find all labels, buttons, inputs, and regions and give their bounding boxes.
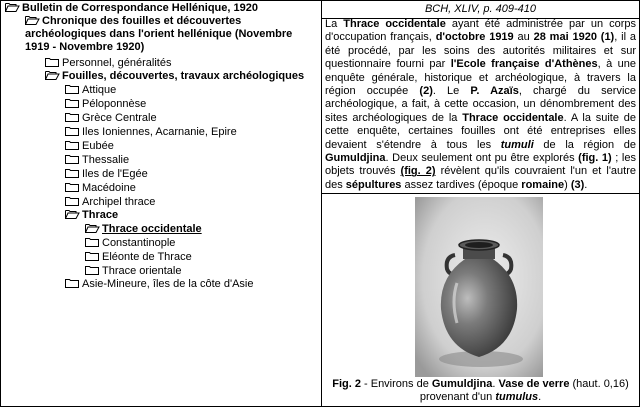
folder-icon xyxy=(65,154,80,164)
text-run: . xyxy=(492,378,499,390)
text-run: - Environs de xyxy=(360,378,432,390)
text-run: d'octobre 1919 xyxy=(435,31,514,44)
open-folder-icon xyxy=(5,2,20,12)
tree-item-region[interactable] xyxy=(65,84,116,97)
folder-icon xyxy=(45,57,60,67)
text-run: , il a été procédé, par les soins des autorités militaires et sur questionnaire fourni par xyxy=(325,31,636,71)
text-run: l'Ecole française d'Athènes xyxy=(450,58,598,71)
text-run: (2) xyxy=(419,85,433,98)
tree-item-region[interactable] xyxy=(65,168,148,181)
text-run: , à une enquête générale, historique et archéologique, à travers la région occupée xyxy=(325,58,636,98)
text-run: (fig. 1) xyxy=(578,152,612,165)
text-run: La xyxy=(325,18,344,30)
document-paragraph xyxy=(325,18,636,192)
folder-icon xyxy=(65,112,80,122)
tree-item-eleonte[interactable] xyxy=(85,251,192,264)
folder-icon xyxy=(65,278,80,288)
tree-item-label: Constantinople xyxy=(102,237,176,249)
open-folder-icon xyxy=(65,209,80,219)
tree-item-label: Thessalie xyxy=(82,154,130,166)
tree-root[interactable] xyxy=(5,2,258,15)
tree-item-region[interactable] xyxy=(65,112,157,125)
folder-icon xyxy=(65,140,80,150)
folder-icon xyxy=(85,265,100,275)
text-run: (1) xyxy=(600,31,615,44)
folder-icon xyxy=(65,196,80,206)
tree-panel xyxy=(1,1,322,406)
tree-item-label: Thrace xyxy=(82,209,119,221)
folder-icon xyxy=(85,237,100,247)
tree-item-label: archéologiques dans l'orient hellénique (Novembre xyxy=(25,28,293,40)
text-run: Thrace occidentale xyxy=(462,111,564,124)
divider xyxy=(322,193,639,194)
tree-item-chronique[interactable] xyxy=(25,15,241,28)
text-run: . Le xyxy=(432,85,471,98)
tree-item-asie[interactable] xyxy=(65,278,253,291)
tree-item-region[interactable] xyxy=(65,126,237,139)
open-folder-icon xyxy=(85,223,100,233)
tree-item-constantinople[interactable] xyxy=(85,237,175,250)
text-run: 28 mai 1920 xyxy=(533,31,597,44)
tree-item-label: Macédoine xyxy=(82,182,136,194)
tree-item-label: Eléonte de Thrace xyxy=(102,251,192,263)
text-run: P. Azaïs xyxy=(470,85,519,98)
tree-item-label: Archipel thrace xyxy=(82,196,156,208)
text-run: (haut. 0,16) provenant d'un xyxy=(419,378,629,403)
open-folder-icon xyxy=(25,15,40,25)
text-run: au xyxy=(513,31,534,44)
text-run: ; les objets trouvés xyxy=(325,152,636,178)
text-run: assez tardives (époque xyxy=(401,178,522,191)
folder-icon xyxy=(65,98,80,108)
tree-item-label: Attique xyxy=(82,84,117,96)
tree-item-label: Asie-Mineure, îles de la côte d'Asie xyxy=(82,278,254,290)
glass-vase-photo xyxy=(415,197,543,377)
text-run: de la région de xyxy=(533,138,637,151)
text-run: . A la suite de cette enquête, certaines fouilles ont été entreprises elles devaient s'étendre à tous les xyxy=(325,111,637,151)
text-run: . xyxy=(538,391,542,403)
text-run: Vase de verre xyxy=(498,378,570,390)
tree-item-region[interactable] xyxy=(65,154,129,167)
tree-item-label-selected: Thrace occidentale xyxy=(102,223,202,235)
tree-item-label: 1919 - Novembre 1920) xyxy=(25,41,145,53)
text-run: Gumuldjina xyxy=(325,152,386,165)
tree-item-label: Péloponnèse xyxy=(82,98,147,110)
tree-item-region[interactable] xyxy=(65,196,155,209)
tree-item-region[interactable] xyxy=(65,98,146,111)
text-run: ) xyxy=(564,178,571,191)
open-folder-icon xyxy=(45,70,60,80)
tree-item-thrace-occidentale[interactable] xyxy=(85,223,202,236)
bibliographic-reference: BCH, XLIV, p. 409-410 xyxy=(322,1,639,19)
tree-item-personnel[interactable] xyxy=(45,57,171,70)
tree-item-region[interactable] xyxy=(65,182,136,195)
tree-item-region[interactable] xyxy=(65,140,114,153)
tree-item-label: Chronique des fouilles et découvertes xyxy=(42,15,242,27)
tree-root-label: Bulletin de Correspondance Hellénique, 1920 xyxy=(22,2,258,14)
tree-item-fouilles[interactable] xyxy=(45,70,304,83)
text-run: tumulus xyxy=(495,391,539,403)
figure-caption xyxy=(322,378,639,404)
folder-icon xyxy=(65,182,80,192)
tree-item-thrace-orientale[interactable] xyxy=(85,265,182,278)
folder-icon xyxy=(65,84,80,94)
tree-item-label: Fouilles, découvertes, travaux archéologiques xyxy=(62,70,305,82)
text-run: . xyxy=(584,178,588,191)
tree-item-thrace[interactable] xyxy=(65,209,118,222)
text-run: tumuli xyxy=(500,138,534,151)
text-run: révèlent qu'ils couvraient l'un et l'autre des xyxy=(325,165,637,191)
folder-icon xyxy=(65,126,80,136)
text-run: . Deux seulement ont pu être explorés xyxy=(385,152,579,165)
tree-item-label: Iles Ioniennes, Acarnanie, Epire xyxy=(82,126,237,138)
text-run: romaine xyxy=(521,178,565,191)
text-run: Gumuldjina xyxy=(431,378,493,390)
text-run: (3) xyxy=(570,178,585,191)
document-panel xyxy=(322,1,639,406)
tree-item-label: Eubée xyxy=(82,140,114,152)
tree-item-label: Iles de l'Egée xyxy=(82,168,148,180)
text-run: , chargé du service archéologique, a fait, à cette occasion, un dénombrement des sites archéologiques de la xyxy=(325,85,637,124)
text-run: Fig. 2 xyxy=(332,378,361,390)
tree-item-label: Thrace orientale xyxy=(102,265,182,277)
folder-icon xyxy=(65,168,80,178)
text-run: sépultures xyxy=(345,178,402,191)
text-run: (fig. 2) xyxy=(400,165,436,178)
tree-item-label: Grèce Centrale xyxy=(82,112,157,124)
text-run: Thrace occidentale xyxy=(343,18,446,30)
text-run: ayant été administrée par un corps d'occupation français, xyxy=(325,18,636,44)
folder-icon xyxy=(85,251,100,261)
tree-item-label: Personnel, généralités xyxy=(62,57,172,69)
